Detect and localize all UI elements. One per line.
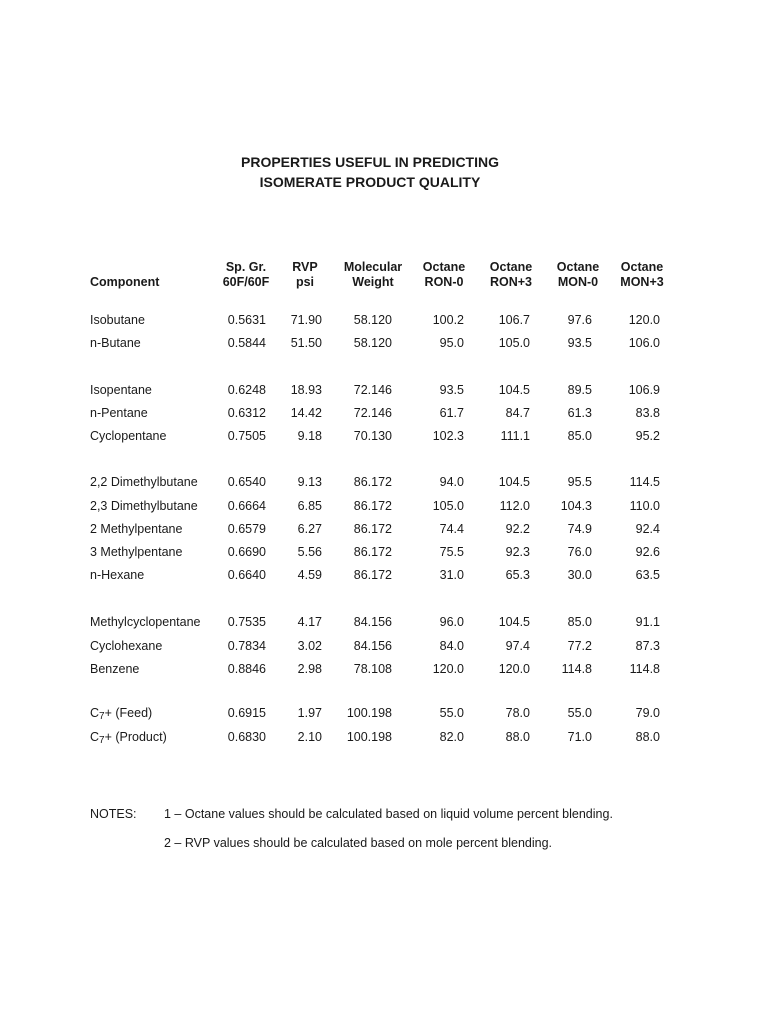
cell-mw: 100.198 <box>346 706 392 720</box>
title-line-1: PROPERTIES USEFUL IN PREDICTING <box>241 154 499 170</box>
cell-rvp: 6.85 <box>297 499 322 513</box>
cell-sg: 0.7505 <box>227 429 266 443</box>
header-mon3-line1: Octane <box>620 260 664 274</box>
cell-ron3: 92.2 <box>505 522 530 536</box>
cell-mon0: 61.3 <box>567 406 592 420</box>
cell-mon0: 104.3 <box>560 499 592 513</box>
cell-mon0: 76.0 <box>567 545 592 559</box>
cell-ron0: 75.5 <box>439 545 464 559</box>
component-name-prefix: C <box>90 706 100 720</box>
cell-mw: 86.172 <box>353 522 392 536</box>
cell-ron0: 84.0 <box>439 639 464 653</box>
cell-ron0: 105.0 <box>432 499 464 513</box>
cell-rvp: 4.17 <box>297 615 322 629</box>
header-octane-mon3 <box>612 260 672 290</box>
cell-mw: 86.172 <box>353 545 392 559</box>
header-sp-gr-line2: 60F/60F <box>222 275 270 289</box>
component-name: Isobutane <box>90 313 145 327</box>
cell-ron0: 61.7 <box>439 406 464 420</box>
cell-sg: 0.6640 <box>227 568 266 582</box>
cell-rvp: 14.42 <box>290 406 322 420</box>
cell-sg: 0.6915 <box>227 706 266 720</box>
cell-mon3: 63.5 <box>635 568 660 582</box>
header-octane-ron3 <box>481 260 541 290</box>
notes-label: NOTES: <box>90 807 137 821</box>
component-name <box>90 706 152 724</box>
cell-ron3: 104.5 <box>498 475 530 489</box>
header-sp-gr <box>216 260 276 290</box>
cell-mon0: 93.5 <box>567 336 592 350</box>
cell-mon3: 106.0 <box>628 336 660 350</box>
cell-sg: 0.7834 <box>227 639 266 653</box>
cell-mw: 84.156 <box>353 615 392 629</box>
cell-mw: 72.146 <box>353 406 392 420</box>
header-mon0-line2: MON-0 <box>557 275 599 289</box>
cell-ron3: 65.3 <box>505 568 530 582</box>
cell-mw: 58.120 <box>353 336 392 350</box>
cell-mon0: 85.0 <box>567 615 592 629</box>
component-name-suffix: + (Feed) <box>104 706 153 720</box>
component-name: Cyclohexane <box>90 639 163 653</box>
cell-sg: 0.6579 <box>227 522 266 536</box>
cell-mw: 86.172 <box>353 499 392 513</box>
cell-ron0: 94.0 <box>439 475 464 489</box>
header-sp-gr-line1: Sp. Gr. <box>225 260 267 274</box>
cell-mon0: 89.5 <box>567 383 592 397</box>
cell-mw: 70.130 <box>353 429 392 443</box>
cell-ron3: 104.5 <box>498 383 530 397</box>
cell-ron3: 97.4 <box>505 639 530 653</box>
cell-mon0: 55.0 <box>567 706 592 720</box>
cell-mon3: 114.5 <box>629 475 660 489</box>
cell-sg: 0.6540 <box>227 475 266 489</box>
cell-ron3: 106.7 <box>498 313 530 327</box>
cell-ron0: 55.0 <box>439 706 464 720</box>
cell-ron3: 88.0 <box>505 730 530 744</box>
header-rvp-line2: psi <box>295 275 315 289</box>
header-ron3-line1: Octane <box>489 260 533 274</box>
cell-mon3: 79.0 <box>635 706 660 720</box>
component-name: Benzene <box>90 662 140 676</box>
cell-mon3: 106.9 <box>628 383 660 397</box>
component-name: 2,2 Dimethylbutane <box>90 475 198 489</box>
header-ron0-line1: Octane <box>422 260 466 274</box>
cell-mw: 100.198 <box>346 730 392 744</box>
cell-mw: 78.108 <box>353 662 392 676</box>
header-mon0-line1: Octane <box>556 260 600 274</box>
cell-sg: 0.6248 <box>227 383 266 397</box>
header-rvp-line1: RVP <box>292 260 318 274</box>
cell-rvp: 4.59 <box>297 568 322 582</box>
cell-mon0: 97.6 <box>567 313 592 327</box>
note-2: 2 – RVP values should be calculated based on mole percent blending. <box>164 836 553 850</box>
cell-ron0: 100.2 <box>432 313 464 327</box>
note-1: 1 – Octane values should be calculated based on liquid volume percent blending. <box>164 807 613 821</box>
header-octane-ron0 <box>414 260 474 290</box>
cell-mon0: 71.0 <box>567 730 592 744</box>
cell-ron0: 93.5 <box>439 383 464 397</box>
component-name: n-Hexane <box>90 568 145 582</box>
component-name-subscript: 7 <box>99 735 105 746</box>
cell-rvp: 9.13 <box>297 475 322 489</box>
cell-mon3: 120.0 <box>628 313 660 327</box>
cell-ron0: 31.0 <box>439 568 464 582</box>
title-line-2: ISOMERATE PRODUCT QUALITY <box>259 174 481 190</box>
cell-ron0: 120.0 <box>432 662 464 676</box>
cell-mon3: 87.3 <box>635 639 660 653</box>
cell-rvp: 18.93 <box>290 383 322 397</box>
cell-sg: 0.5631 <box>227 313 266 327</box>
cell-ron3: 105.0 <box>498 336 530 350</box>
cell-mon0: 77.2 <box>567 639 592 653</box>
header-mw-line1: Molecular <box>343 260 403 274</box>
cell-ron0: 96.0 <box>439 615 464 629</box>
component-name: Methylcyclopentane <box>90 615 201 629</box>
cell-ron0: 95.0 <box>439 336 464 350</box>
cell-ron3: 111.1 <box>500 429 530 443</box>
cell-mon0: 95.5 <box>567 475 592 489</box>
cell-sg: 0.7535 <box>227 615 266 629</box>
cell-rvp: 5.56 <box>297 545 322 559</box>
cell-mon3: 95.2 <box>635 429 660 443</box>
header-ron0-line2: RON-0 <box>424 275 464 289</box>
cell-sg: 0.6664 <box>227 499 266 513</box>
cell-mw: 72.146 <box>353 383 392 397</box>
cell-sg: 0.8846 <box>227 662 266 676</box>
component-name: 2 Methylpentane <box>90 522 183 536</box>
cell-mon3: 92.4 <box>635 522 660 536</box>
header-mon3-line2: MON+3 <box>620 275 664 289</box>
component-name: 3 Methylpentane <box>90 545 183 559</box>
cell-ron0: 82.0 <box>439 730 464 744</box>
cell-rvp: 2.10 <box>297 730 322 744</box>
cell-mw: 86.172 <box>353 568 392 582</box>
header-octane-mon0 <box>548 260 608 290</box>
cell-mon0: 30.0 <box>567 568 592 582</box>
header-ron3-line2: RON+3 <box>489 275 533 289</box>
cell-mon3: 83.8 <box>635 406 660 420</box>
cell-ron3: 84.7 <box>505 406 530 420</box>
cell-rvp: 6.27 <box>297 522 322 536</box>
component-name: 2,3 Dimethylbutane <box>90 499 198 513</box>
cell-mon0: 74.9 <box>567 522 592 536</box>
component-name-prefix: C <box>90 730 100 744</box>
cell-ron3: 104.5 <box>498 615 530 629</box>
component-name: n-Pentane <box>90 406 148 420</box>
cell-mw: 84.156 <box>353 639 392 653</box>
cell-sg: 0.5844 <box>227 336 266 350</box>
component-name: Isopentane <box>90 383 152 397</box>
cell-rvp: 9.18 <box>297 429 322 443</box>
cell-sg: 0.6690 <box>227 545 266 559</box>
cell-mon0: 114.8 <box>561 662 592 676</box>
component-name: Cyclopentane <box>90 429 167 443</box>
cell-ron3: 120.0 <box>498 662 530 676</box>
cell-mw: 86.172 <box>353 475 392 489</box>
cell-ron0: 102.3 <box>432 429 464 443</box>
cell-rvp: 51.50 <box>290 336 322 350</box>
cell-rvp: 2.98 <box>297 662 322 676</box>
document-title <box>0 152 740 192</box>
component-name-suffix: + (Product) <box>104 730 167 744</box>
cell-sg: 0.6830 <box>227 730 266 744</box>
cell-mon3: 92.6 <box>635 545 660 559</box>
cell-ron3: 112.0 <box>499 499 530 513</box>
cell-ron3: 92.3 <box>505 545 530 559</box>
cell-mon0: 85.0 <box>567 429 592 443</box>
cell-mon3: 114.8 <box>629 662 660 676</box>
header-mw-line2: Weight <box>352 275 394 289</box>
cell-sg: 0.6312 <box>227 406 266 420</box>
header-rvp <box>282 260 328 290</box>
cell-mw: 58.120 <box>353 313 392 327</box>
cell-rvp: 1.97 <box>297 706 322 720</box>
header-component: Component <box>90 275 160 289</box>
cell-mon3: 88.0 <box>635 730 660 744</box>
cell-ron3: 78.0 <box>505 706 530 720</box>
cell-rvp: 71.90 <box>290 313 322 327</box>
component-name: n-Butane <box>90 336 141 350</box>
cell-mon3: 110.0 <box>629 499 660 513</box>
cell-mon3: 91.1 <box>635 615 660 629</box>
cell-rvp: 3.02 <box>297 639 322 653</box>
cell-ron0: 74.4 <box>439 522 464 536</box>
component-name <box>90 730 167 748</box>
header-molecular-weight <box>338 260 408 290</box>
component-name-subscript: 7 <box>99 711 105 722</box>
